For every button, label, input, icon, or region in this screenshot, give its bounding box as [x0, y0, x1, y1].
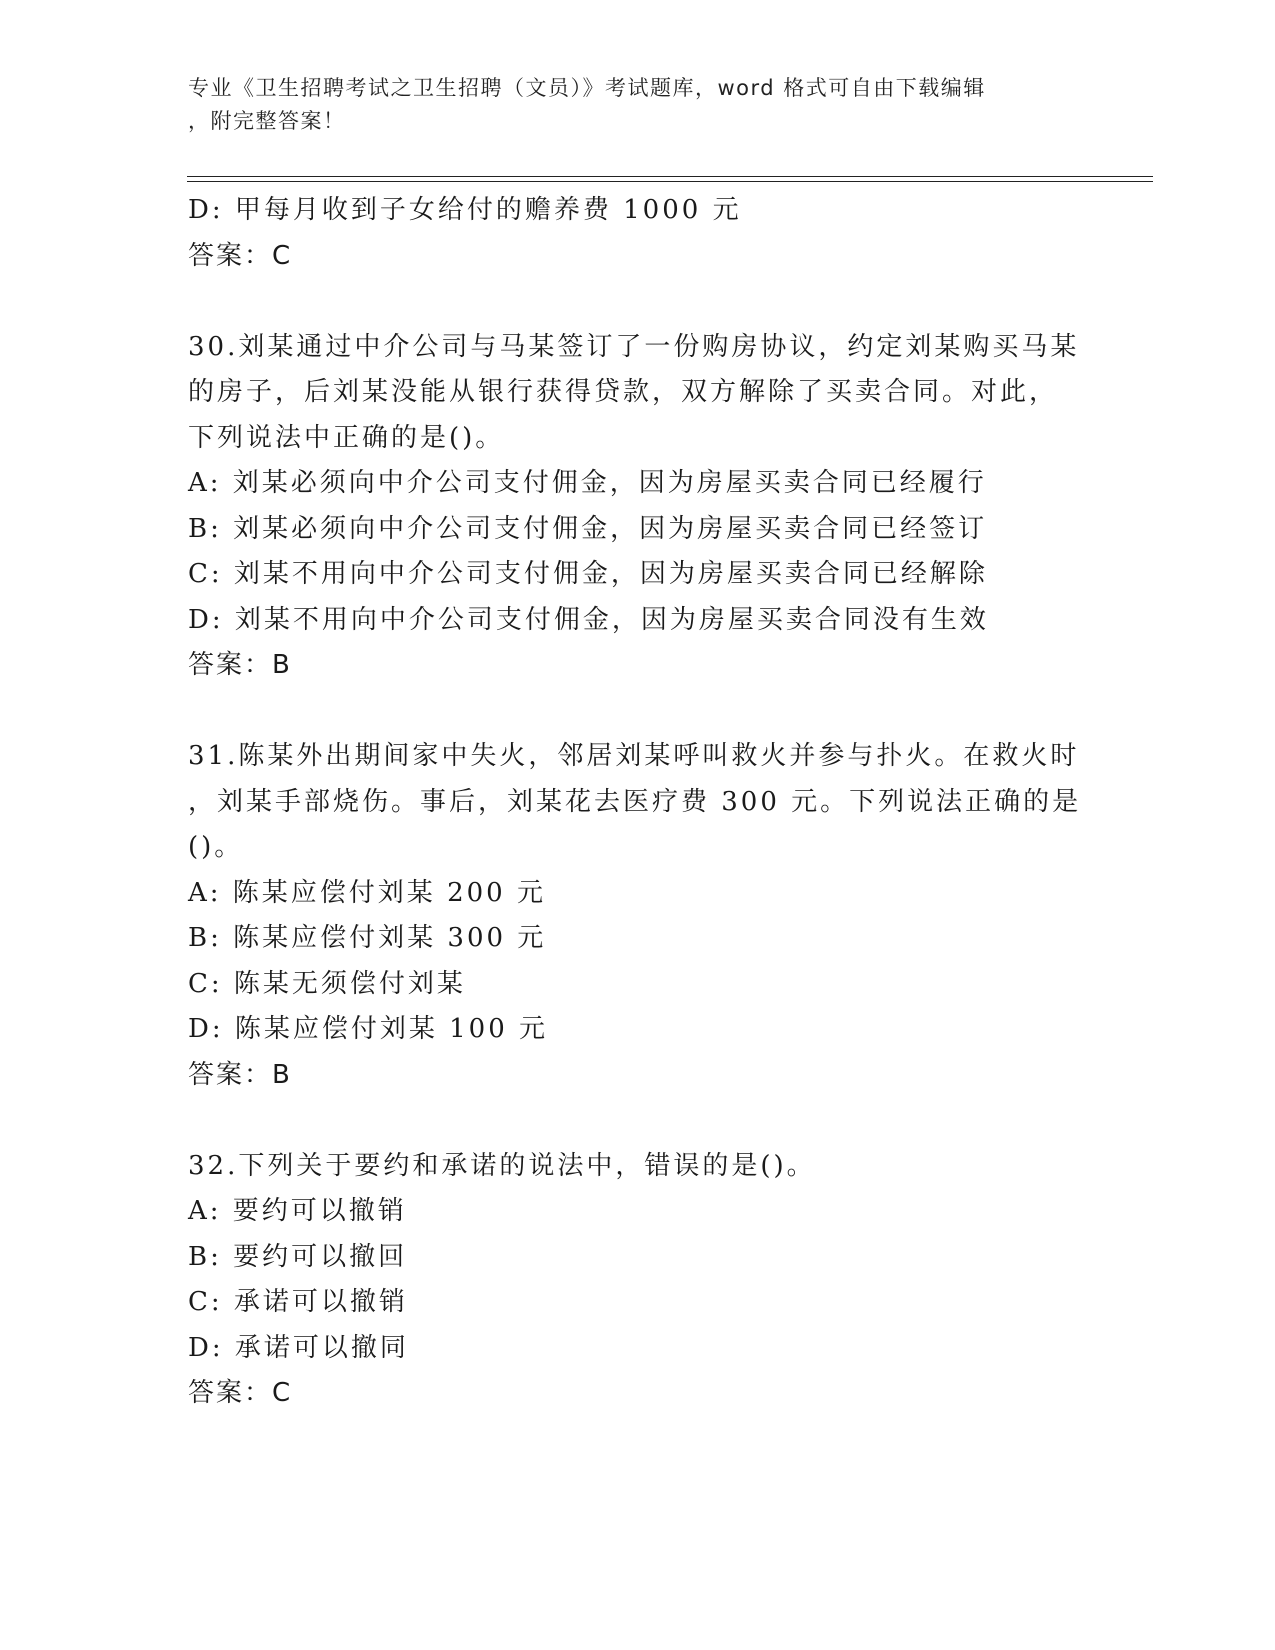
- option-d: D: 承诺可以撤同: [188, 1332, 409, 1363]
- header-divider-top: [187, 176, 1153, 177]
- question-stem-line: 31.陈某外出期间家中失火，邻居刘某呼叫救火并参与扑火。在救火时: [188, 741, 1080, 771]
- option-c: C: 陈某无须偿付刘某: [188, 968, 466, 999]
- spacer: [188, 1098, 1088, 1144]
- question-stem-line: 的房子，后刘某没能从银行获得贷款，双方解除了买卖合同。对此，: [188, 377, 1059, 407]
- spacer: [188, 279, 1088, 325]
- question-stem-line: 32.下列关于要约和承诺的说法中，错误的是()。: [188, 1150, 816, 1181]
- document-header: [188, 72, 1088, 138]
- option-a: A: 刘某必须向中介公司支付佣金，因为房屋买卖合同已经履行: [188, 468, 987, 498]
- option-a: A: 陈某应偿付刘某 200 元: [188, 877, 546, 908]
- answer-label: 答案：C: [188, 240, 293, 271]
- option-d: D: 陈某应偿付刘某 100 元: [188, 1014, 549, 1044]
- answer-label: 答案：B: [188, 650, 292, 680]
- option-b: B: 要约可以撤回: [188, 1241, 408, 1272]
- option-c: C: 刘某不用向中介公司支付佣金，因为房屋买卖合同已经解除: [188, 559, 988, 589]
- question-30: [188, 325, 1088, 689]
- question-stem-line: ()。: [188, 832, 244, 862]
- option-b: B: 陈某应偿付刘某 300 元: [188, 923, 547, 953]
- header-line-1: 专业《卫生招聘考试之卫生招聘（文员）》考试题库，word 格式可自由下载编辑: [188, 76, 986, 100]
- spacer: [188, 689, 1088, 735]
- option-a: A: 要约可以撤销: [188, 1196, 407, 1226]
- option-c: C: 承诺可以撤销: [188, 1287, 408, 1317]
- header-divider-bottom: [187, 181, 1153, 182]
- question-list: [188, 188, 1088, 1417]
- question-29-tail: [188, 188, 1088, 279]
- header-line-2: ，附完整答案！: [188, 109, 346, 133]
- answer-label: 答案：B: [188, 1059, 292, 1090]
- answer-label: 答案：C: [188, 1378, 293, 1408]
- option-b: B: 刘某必须向中介公司支付佣金，因为房屋买卖合同已经签订: [188, 513, 988, 544]
- question-stem-line: 30.刘某通过中介公司与马某签订了一份购房协议，约定刘某购买马某: [188, 331, 1080, 362]
- option-d: D: 刘某不用向中介公司支付佣金，因为房屋买卖合同没有生效: [188, 604, 989, 635]
- question-32: [188, 1144, 1088, 1417]
- question-31: [188, 734, 1088, 1098]
- question-stem-line: 下列说法中正确的是()。: [188, 422, 505, 453]
- question-stem-line: ，刘某手部烧伤。事后，刘某花去医疗费 300 元。下列说法正确的是: [188, 786, 1082, 817]
- option-d: D: 甲每月收到子女给付的赡养费 1000 元: [188, 195, 742, 225]
